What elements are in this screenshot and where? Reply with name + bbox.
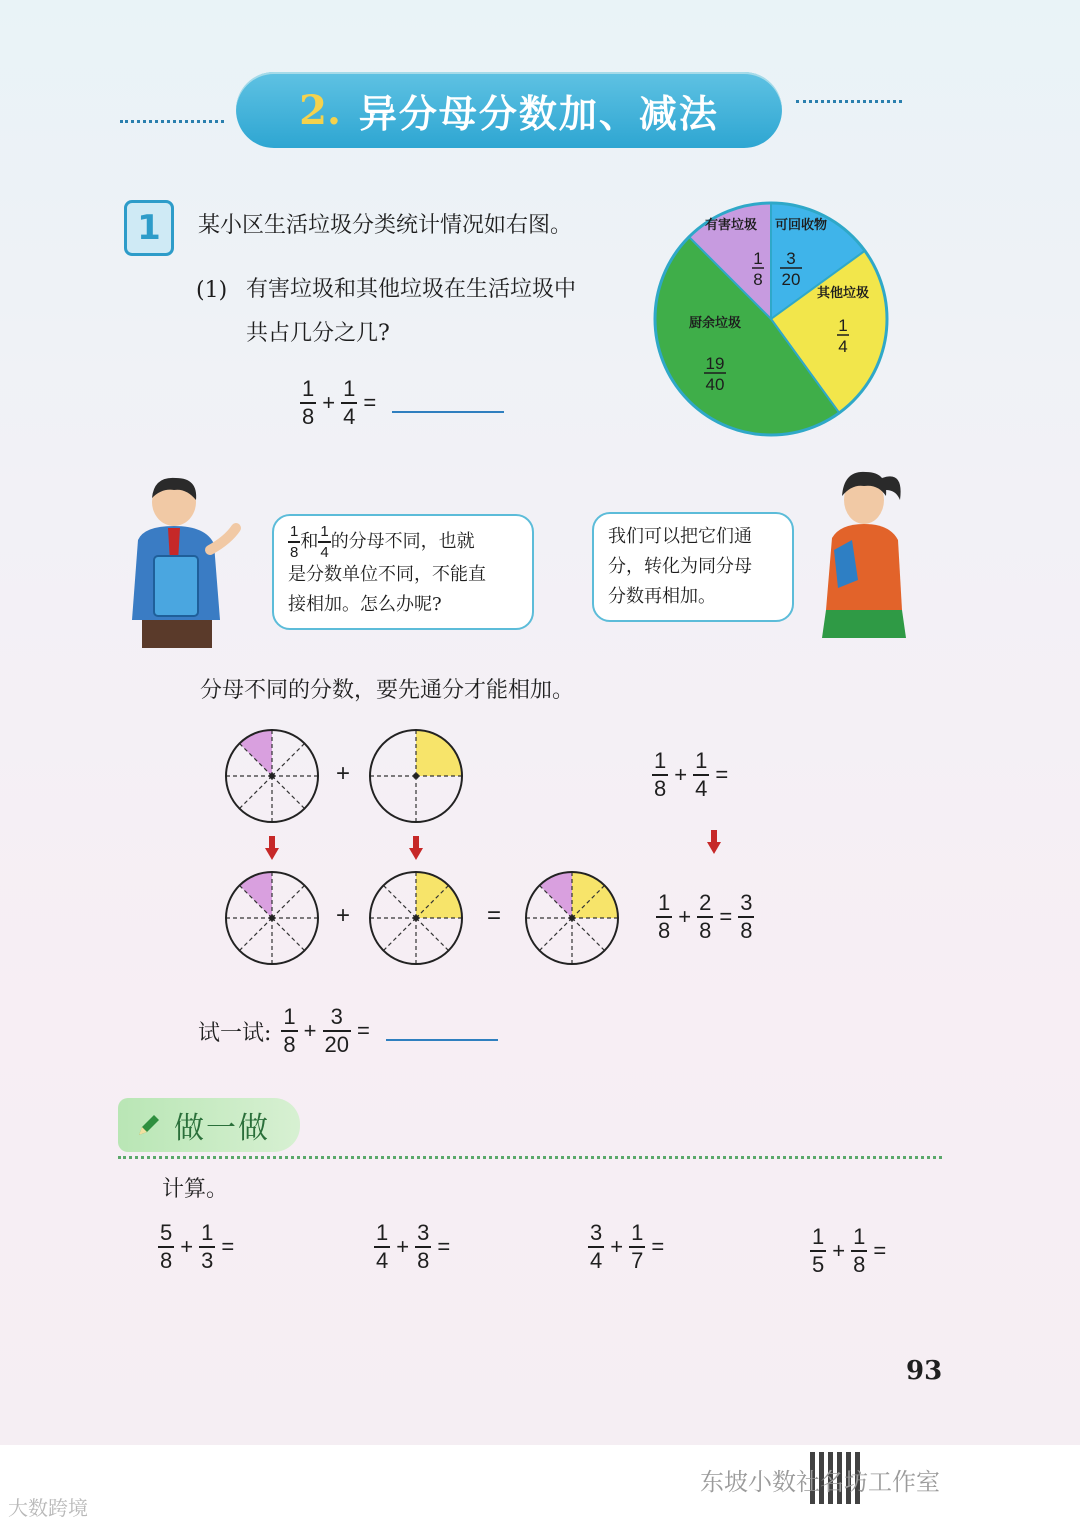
question-label: (1)	[196, 278, 228, 303]
fraction: $\frac{1}{7}$	[631, 1220, 644, 1273]
practice-banner	[118, 1098, 300, 1152]
plus-sign: +	[336, 760, 351, 787]
fraction: $\frac{3}{20}$	[324, 1004, 350, 1057]
bubble-text: 的分母不同，也就	[330, 531, 475, 552]
equals-sign: =	[715, 762, 729, 787]
fraction: $\frac{1}{4}$	[320, 523, 329, 561]
speech-bubble-boy	[272, 514, 534, 630]
waste-pie-chart	[646, 194, 896, 444]
equals-sign: =	[357, 1018, 370, 1043]
equals-sign: =	[719, 904, 733, 929]
pie-slice-numerator: 1	[838, 316, 848, 335]
equals-sign: =	[363, 390, 377, 415]
circle-one-quarter	[366, 726, 466, 826]
pie-slice-label: 厨余垃圾	[688, 315, 742, 330]
pie-slice-denominator: 20	[781, 270, 801, 289]
fraction: $\frac{3}{8}$	[417, 1220, 430, 1273]
fraction: $\frac{1}{4}$	[343, 376, 356, 429]
pie-slice-denominator: 4	[838, 337, 848, 356]
watermark-left: 大数跨境	[8, 1496, 88, 1520]
circle-three-eighths	[522, 868, 622, 968]
equation-top-right	[652, 750, 730, 800]
plus-sign: +	[396, 1234, 410, 1259]
shaded-part	[239, 872, 272, 918]
bubble-text: 我们可以把它们通	[608, 526, 752, 547]
title-dotted-line-left	[120, 120, 224, 123]
shaded-part	[539, 872, 572, 918]
pie-slice-label: 有害垃圾	[704, 217, 758, 232]
fraction: $\frac{2}{8}$	[699, 890, 712, 943]
bubble-text: 分数再相加。	[608, 586, 716, 607]
plus-sign: +	[336, 902, 351, 929]
practice-item-4	[810, 1226, 888, 1276]
practice-item-3	[588, 1222, 666, 1272]
plus-sign: +	[180, 1234, 194, 1259]
pie-slice-numerator: 3	[786, 249, 796, 268]
bubble-text: 分，转化为同分母	[608, 556, 752, 577]
fraction: $\frac{1}{8}$	[283, 1004, 296, 1057]
answer-blank[interactable]	[386, 1021, 498, 1041]
speech-bubble-girl	[592, 512, 794, 622]
pencil-icon	[134, 1110, 164, 1140]
fraction: $\frac{3}{4}$	[590, 1220, 603, 1273]
pie-slice-label: 可回收物	[774, 217, 828, 232]
equation-bottom-right	[656, 892, 754, 942]
pie-slice-denominator: 8	[753, 270, 763, 289]
shaded-part	[239, 730, 272, 776]
equals-sign: =	[221, 1234, 235, 1259]
circle-two-eighths	[366, 868, 466, 968]
fraction: $\frac{1}{8}$	[853, 1224, 866, 1277]
fraction: $\frac{1}{8}$	[302, 376, 315, 429]
section-title: 异分母分数加、减法	[358, 90, 719, 136]
practice-title: 做一做	[174, 1111, 270, 1146]
question-line-2: 共占几分之几?	[246, 321, 390, 346]
fraction: $\frac{1}{8}$	[658, 890, 671, 943]
girl-illustration	[812, 460, 922, 640]
fraction: $\frac{1}{4}$	[695, 748, 708, 801]
equals-sign: =	[873, 1238, 887, 1263]
rule-statement: 分母不同的分数，要先通分才能相加。	[200, 678, 575, 703]
fraction: $\frac{1}{5}$	[812, 1224, 825, 1277]
pie-slice-label: 其他垃圾	[816, 285, 870, 300]
practice-item-1	[158, 1222, 236, 1272]
fraction: $\frac{3}{8}$	[740, 890, 753, 943]
title-dotted-line-right	[796, 100, 902, 103]
question-line-1: 有害垃圾和其他垃圾在生活垃圾中	[246, 277, 577, 302]
fraction: $\frac{1}{8}$	[654, 748, 667, 801]
answer-blank[interactable]	[392, 393, 504, 413]
watermark-right: 东坡小数社名坊工作室	[700, 1468, 940, 1496]
practice-dotted-line	[118, 1156, 942, 1159]
circle-one-eighth-converted	[222, 868, 322, 968]
pie-slice-numerator: 1	[753, 249, 763, 268]
equals-sign: =	[437, 1234, 451, 1259]
equation-1	[300, 378, 504, 428]
section-title-banner	[236, 72, 782, 148]
plus-sign: +	[832, 1238, 846, 1263]
circle-one-eighth	[222, 726, 322, 826]
try-it-label: 试一试:	[198, 1020, 272, 1046]
practice-instruction: 计算。	[162, 1177, 229, 1202]
fraction: $\frac{1}{8}$	[290, 523, 299, 561]
plus-sign: +	[674, 762, 688, 787]
plus-sign: +	[610, 1234, 624, 1259]
practice-item-2	[374, 1222, 452, 1272]
down-arrow	[265, 836, 279, 860]
example-number-badge: 1	[124, 200, 174, 256]
boy-illustration	[124, 470, 254, 650]
plus-sign: +	[322, 390, 336, 415]
bubble-text: 和	[300, 531, 319, 552]
pie-slice-numerator: 19	[705, 354, 725, 373]
page-number: 93	[906, 1356, 943, 1386]
pie-slice-denominator: 40	[705, 375, 725, 394]
fraction: $\frac{1}{4}$	[376, 1220, 389, 1273]
bubble-text: 是分数单位不同，不能直	[288, 564, 486, 585]
fraction: $\frac{5}{8}$	[160, 1220, 173, 1273]
example-intro: 某小区生活垃圾分类统计情况如右图。	[198, 213, 573, 238]
equals-sign: =	[487, 902, 502, 929]
plus-sign: +	[303, 1018, 317, 1043]
fraction: $\frac{1}{3}$	[201, 1220, 214, 1273]
equals-sign: =	[651, 1234, 665, 1259]
down-arrow	[707, 830, 721, 854]
plus-sign: +	[678, 904, 692, 929]
down-arrow	[409, 836, 423, 860]
section-number: 2.	[299, 86, 341, 134]
bubble-text: 接相加。怎么办呢?	[288, 594, 442, 615]
try-it-equation	[198, 1006, 498, 1056]
